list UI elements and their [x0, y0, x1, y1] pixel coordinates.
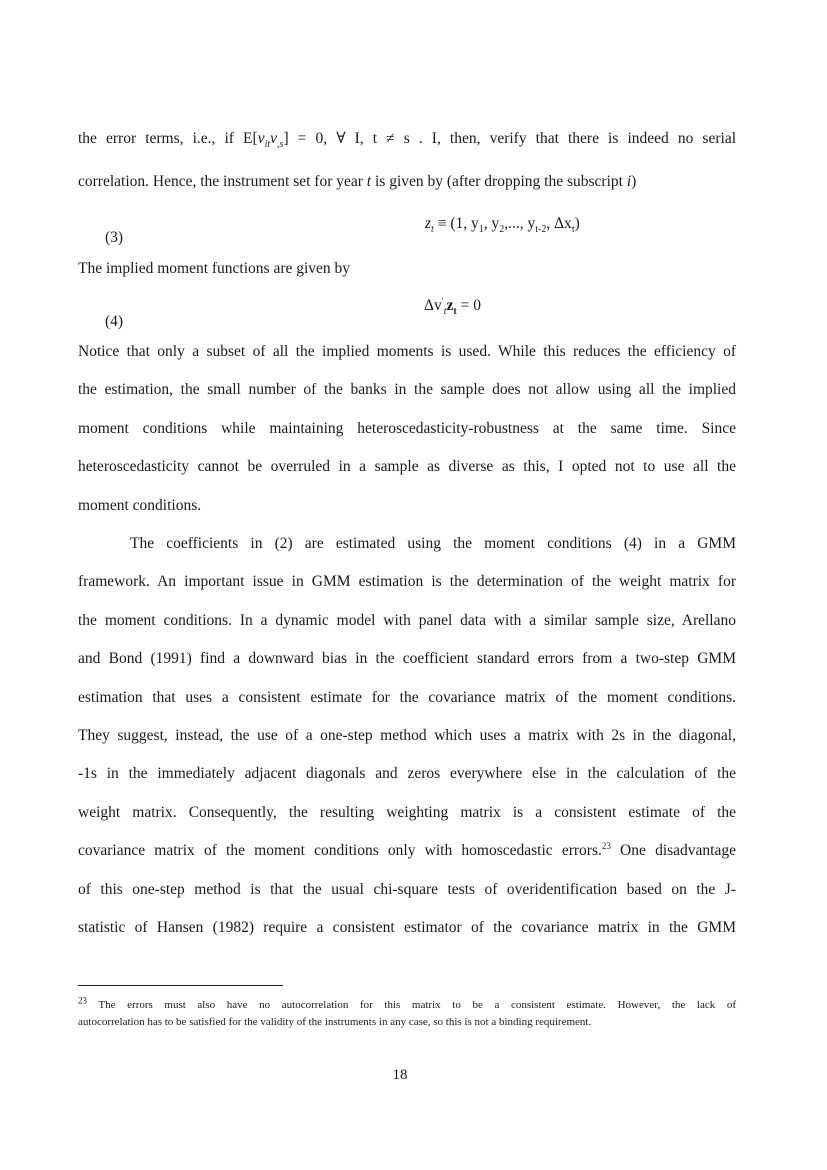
equation-3: $z_t \equiv (1$, $y_1$, $y_2$,..., $y_{t-2}$, $\Delta x_t$) — [425, 215, 580, 236]
body-line-2: correlation. Hence, the instrument set for year t is given by (after dropping the subscript i) — [78, 173, 637, 190]
body-line-1: the error terms, i.e., if $E[v_{it}v_{,s}] = 0$, ∀ I, t ≠ s . I, then, verify that there is indeed no serial — [78, 130, 736, 151]
paragraph-1-line: moment conditions while maintaining heteroscedasticity-robustness at the same time. Since — [78, 420, 736, 437]
paragraph-2-line: the moment conditions. In a dynamic model with panel data with a similar sample size, Arellano — [78, 612, 736, 629]
paragraph-2-line: and Bond (1991) find a downward bias in the coefficient standard errors from a two-step GMM — [78, 650, 736, 667]
paragraph-2-line-footnote-ref: covariance matrix of the moment conditions only with homoscedastic errors.$^{23}$ One disadvantage — [78, 840, 736, 859]
paragraph-2-line: of this one-step method is that the usual chi-square tests of overidentification based on the J- — [78, 881, 736, 898]
paragraph-2-line: They suggest, instead, the use of a one-step method which uses a matrix with 2s in the diagonal, — [78, 727, 736, 744]
paragraph-1-line: moment conditions. — [78, 497, 202, 514]
paragraph-2-line: weight matrix. Consequently, the resulting weighting matrix is a consistent estimate of the — [78, 804, 736, 821]
body-line-3: The implied moment functions are given by — [78, 260, 351, 277]
footnote-line-1: $^{23}$ The errors must also have no autocorrelation for this matrix to be a consistent estimate. However, the lack of — [78, 995, 736, 1011]
paragraph-2-line: framework. An important issue in GMM estimation is the determination of the weight matrix for — [78, 573, 736, 590]
paragraph-1-line: heteroscedasticity cannot be overruled in a sample as diverse as this, I opted not to use all the — [78, 458, 736, 475]
footnote-reference[interactable]: 23 — [601, 840, 611, 851]
paragraph-1-line: Notice that only a subset of all the implied moments is used. While this reduces the efficiency of — [78, 343, 736, 360]
footnote-line-2: autocorrelation has to be satisfied for the validity of the instruments in any case, so this is not a binding requirement. — [78, 1016, 592, 1028]
paragraph-2-line: -1s in the immediately adjacent diagonals and zeros everywhere else in the calculation of the — [78, 765, 736, 782]
footnote-marker: 23 — [78, 995, 87, 1006]
paragraph-2-first-line: The coefficients in (2) are estimated using the moment conditions (4) in a GMM — [130, 535, 736, 552]
paragraph-2-line: statistic of Hansen (1982) require a consistent estimator of the covariance matrix in the GMM — [78, 919, 736, 936]
equation-3-number: (3) — [105, 229, 124, 246]
page-number: 18 — [392, 1067, 408, 1083]
equation-4-number: (4) — [105, 313, 124, 330]
paragraph-2-line: estimation that uses a consistent estimate for the covariance matrix of the moment conditions. — [78, 689, 736, 706]
footnote-separator — [78, 985, 283, 986]
equation-4: $\Delta v'_tz_t = 0$ — [424, 295, 481, 318]
paragraph-1-line: the estimation, the small number of the banks in the sample does not allow using all the implied — [78, 381, 736, 398]
